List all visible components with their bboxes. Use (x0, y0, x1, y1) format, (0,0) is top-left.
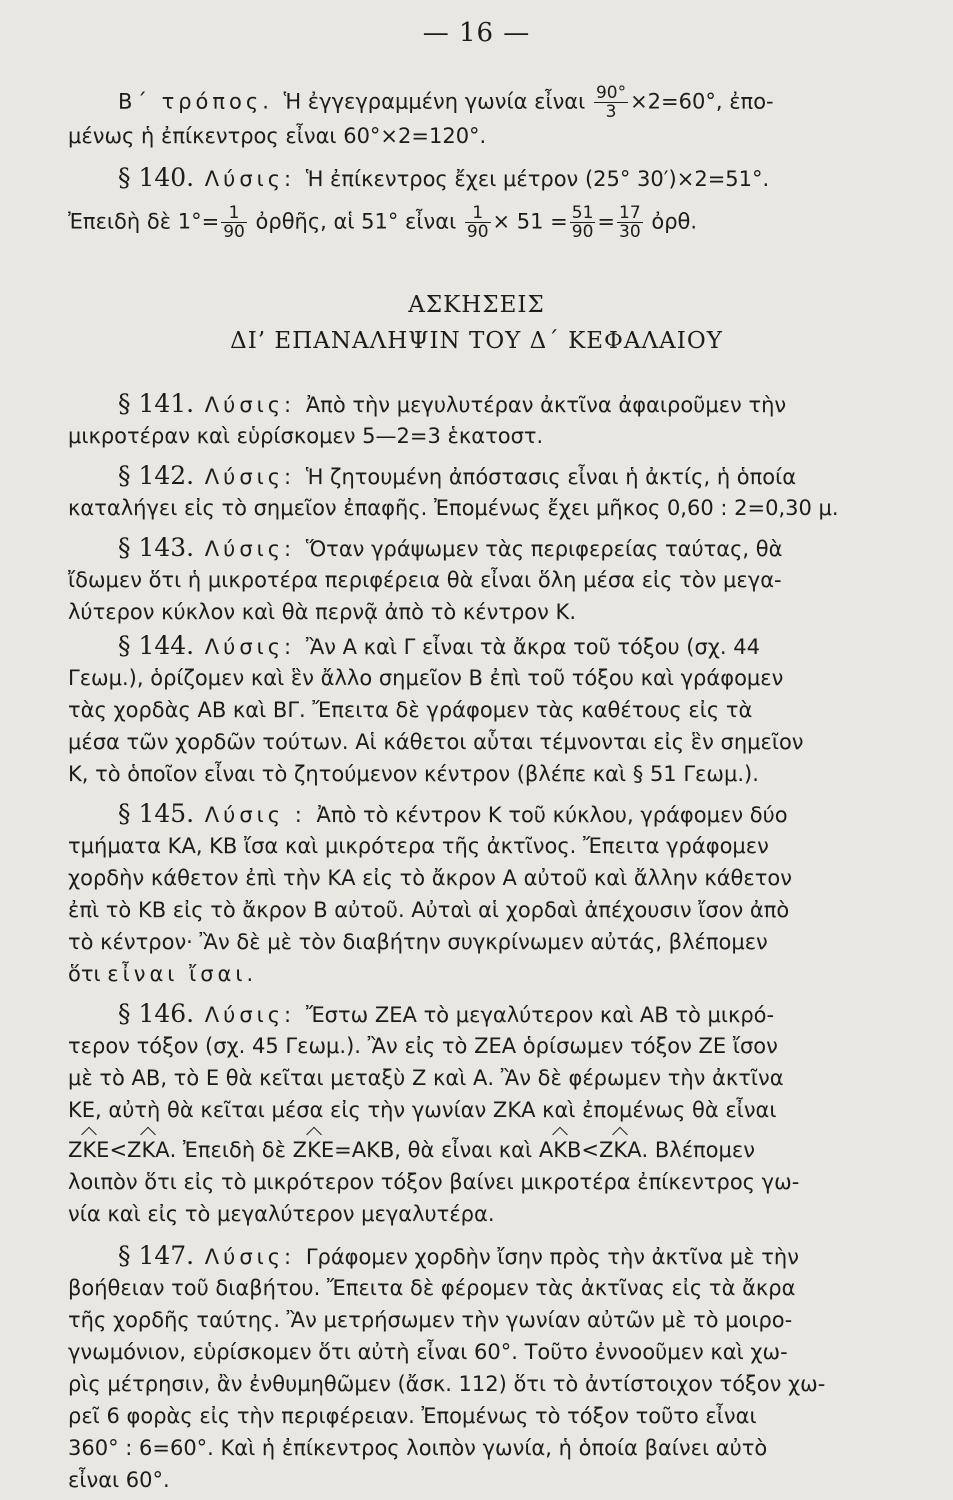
s145-line-3: χορδὴν κάθετον ἐπὶ τὴν ΚΑ εἰς τὸ ἄκρον Α αὐτοῦ καὶ ἄλλην κάθετον (68, 866, 792, 890)
angle-hat: Κ (141, 1138, 156, 1162)
s144-line-4: μέσα τῶν χορδῶν τούτων. Αἱ κάθετοι αὗται τέμνονται εἰς ἓν σημεῖον (68, 730, 804, 754)
section-number: § 145. (118, 799, 195, 828)
s147-line-1: § 147. Λύσις: Γράφομεν χορδὴν ἴσην πρὸς τὴν ἀκτῖνα μὲ τὴν (118, 1241, 799, 1270)
solution-label: Λύσις: (194, 167, 306, 191)
s147-line-5: ρὶς μέτρησιν, ἂν ἐνθυμηθῶμεν (ἄσκ. 112) ὅτι τὸ ἀντίστοιχον τόξον χω- (68, 1372, 826, 1396)
s144-line-5: Κ, τὸ ὁποῖον εἶναι τὸ ζητούμενον κέντρον (βλέπε καὶ § 51 Γεωμ.). (68, 762, 759, 786)
solution-label: Λύσις: (194, 393, 306, 417)
intro-text-end: ×2=60°, ἐπο- (630, 89, 774, 114)
intro-text: Ἡ ἐγγεγραμμένη γωνία εἶναι (283, 89, 586, 114)
s144-line-3: τὰς χορδὰς ΑΒ καὶ ΒΓ. Ἔπειτα δὲ γράφομεν τὰς καθέτους εἰς τὰ (68, 698, 753, 722)
section-number: § 142. (118, 461, 195, 490)
s143-line-1: § 143. Λύσις: Ὅταν γράψωμεν τὰς περιφερείας ταύτας, θὰ (118, 533, 783, 562)
angle-hat: Κ (553, 1138, 567, 1162)
page-number: — 16 — (422, 18, 531, 48)
intro-line-1 (118, 84, 898, 121)
s145-line-4: ἐπὶ τὸ ΚΒ εἰς τὸ ἄκρον Β αὐτοῦ. Αὐταὶ αἱ χορδαὶ ἀπέχουσιν ἴσον ἀπὸ (68, 898, 790, 922)
s144-line-1: § 144. Λύσις: Ἂν Α καὶ Γ εἶναι τὰ ἄκρα τοῦ τόξου (σχ. 44 (118, 631, 760, 660)
s140-line-2: Ἐπειδὴ δὲ 1°= $\frac{1}{90}$ ὀρθῆς, αἱ 51° εἶναι $\frac{1}{90}$ × 51 = $\frac{51}{90}$ = $\frac{17}{30}$ ὀρθ. (68, 203, 698, 242)
fraction: $\frac{1}{90}$ (223, 203, 245, 242)
solution-label: Λύσις: (194, 635, 306, 659)
solution-label: Λύσις : (194, 803, 317, 827)
section-number: § 140. (118, 163, 195, 192)
angle-hat: Κ (82, 1138, 97, 1162)
fraction: $\frac{51}{90}$ (571, 203, 594, 242)
angle-hat: Κ (613, 1138, 628, 1162)
s140-line-1: § 140. Λύσις: Ἡ ἐπίκεντρος ἔχει μέτρον (25° 30′)×2=51°. (118, 163, 770, 192)
fraction-90-3: $\frac{90^\circ}{3}$ (595, 83, 627, 122)
s146-line-6: λοιπὸν ὅτι εἰς τὸ μικρότερον τόξον βαίνει μικροτέρα ἐπίκεντρος γω- (68, 1170, 800, 1194)
s147-line-2: βοήθειαν τοῦ διαβήτου. Ἔπειτα δὲ φέρομεν τὰς ἀκτῖνας εἰς τὰ ἄκρα (68, 1276, 796, 1300)
s146-line-2: τερον τόξον (σχ. 45 Γεωμ.). Ἂν εἰς τὸ ΖΕΑ ὁρίσωμεν τόξον ΖΕ ἴσον (68, 1034, 778, 1058)
s147-line-3: τῆς χορδῆς ταύτης. Ἂν μετρήσωμεν τὴν γωνίαν αὐτῶν μὲ τὸ μοιρο- (68, 1308, 793, 1332)
fraction: $\frac{17}{30}$ (619, 203, 641, 242)
section-number: § 143. (118, 533, 195, 562)
s142-line-1: § 142. Λύσις: Ἡ ζητουμένη ἀπόστασις εἶναι ἡ ἀκτίς, ἡ ὁποία (118, 461, 797, 490)
section-number: § 147. (118, 1241, 195, 1270)
s143-line-3: λύτερον κύκλον καὶ θὰ περνᾷ ἀπὸ τὸ κέντρον Κ. (68, 600, 576, 624)
heading-exercises: ΑΣΚΗΣΕΙΣ (408, 292, 545, 318)
s145-line-1: § 145. Λύσις : Ἀπὸ τὸ κέντρον Κ τοῦ κύκλου, γράφομεν δύο (118, 799, 788, 828)
intro-line-2: μένως ἡ ἐπίκεντρος εἶναι 60°×2=120°. (68, 124, 487, 148)
s145-line-5: τὸ κέντρον· Ἂν δὲ μὲ τὸν διαβήτην συγκρίνωμεν αὐτάς, βλέπομεν (68, 930, 768, 954)
s147-line-4: γνωμόνιον, εὑρίσκομεν ὅτι αὐτὴ εἶναι 60°. Τοῦτο ἐννοοῦμεν καὶ χω- (68, 1340, 788, 1364)
fraction: $\frac{1}{90}$ (466, 203, 489, 242)
s146-line-4: ΚΕ, αὐτὴ θὰ κεῖται μέσα εἰς τὴν γωνίαν ΖΚΑ καὶ ἐπομένως θὰ εἶναι (68, 1098, 777, 1122)
intro-label: Β΄ τρόπος. (118, 89, 284, 114)
section-number: § 141. (118, 389, 195, 418)
s146-line-7: νία καὶ εἰς τὸ μεγαλύτερον μεγαλυτέρα. (68, 1202, 495, 1226)
s147-line-6: ρεῖ 6 φορὰς εἰς τὴν περιφέρειαν. Ἐπομένως τὸ τόξον τοῦτο εἶναι (68, 1404, 757, 1428)
section-number: § 144. (118, 631, 195, 660)
s141-line-1: § 141. Λύσις: Ἀπὸ τὴν μεγυλυτέραν ἀκτῖνα ἀφαιροῦμεν τὴν (118, 389, 787, 418)
s144-line-2: Γεωμ.), ὁρίζομεν καὶ ἓν ἄλλο σημεῖον Β ἐπὶ τοῦ τόξου καὶ γράφομεν (68, 666, 784, 690)
solution-label: Λύσις: (194, 537, 306, 561)
s146-line-1: § 146. Λύσις: Ἔστω ΖΕΑ τὸ μεγαλύτερον καὶ ΑΒ τὸ μικρό- (118, 999, 775, 1028)
s145-line-2: τμήματα ΚΑ, ΚΒ ἴσα καὶ μικρότερα τῆς ἀκτῖνος. Ἔπειτα γράφομεν (68, 834, 769, 858)
solution-label: Λύσις: (194, 1245, 306, 1269)
s146-line-3: μὲ τὸ ΑΒ, τὸ Ε θὰ κεῖται μεταξὺ Ζ καὶ Α. Ἂν δὲ φέρωμεν τὴν ἀκτῖνα (68, 1066, 784, 1090)
s145-line-6: ὅτι εἶναι ἴσαι. (68, 962, 258, 986)
s147-line-7: 360° : 6=60°. Καὶ ἡ ἐπίκεντρος λοιπὸν γωνία, ἡ ὁποία βαίνει αὐτὸ (68, 1436, 768, 1460)
section-number: § 146. (118, 999, 195, 1028)
heading-chapter: ΔΙ’ ΕΠΑΝΑΛΗΨΙΝ ΤΟΥ Δ΄ ΚΕΦΑΛΑΙΟΥ (230, 328, 723, 354)
angle-hat: Κ (307, 1138, 321, 1162)
solution-label: Λύσις: (194, 1003, 306, 1027)
s147-line-8: εἶναι 60°. (68, 1468, 170, 1492)
s141-line-2: μικροτέραν καὶ εὑρίσκομεν 5—2=3 ἑκατοστ. (68, 424, 544, 448)
s143-line-2: ἴδωμεν ὅτι ἡ μικροτέρα περιφέρεια θὰ εἶναι ὅλη μέσα εἰς τὸν μεγα- (68, 568, 782, 592)
s142-line-2: καταλήγει εἰς τὸ σημεῖον ἐπαφῆς. Ἐπομένως ἔχει μῆκος 0,60 : 2=0,30 μ. (68, 496, 839, 520)
solution-label: Λύσις: (194, 465, 306, 489)
s146-line-5: ΖΚΕ<ΖΚΑ. Ἐπειδὴ δὲ ΖΚΕ=ΑΚΒ, θὰ εἶναι καὶ ΑΚΒ<ΖΚΑ. Βλέπομεν (68, 1138, 755, 1162)
